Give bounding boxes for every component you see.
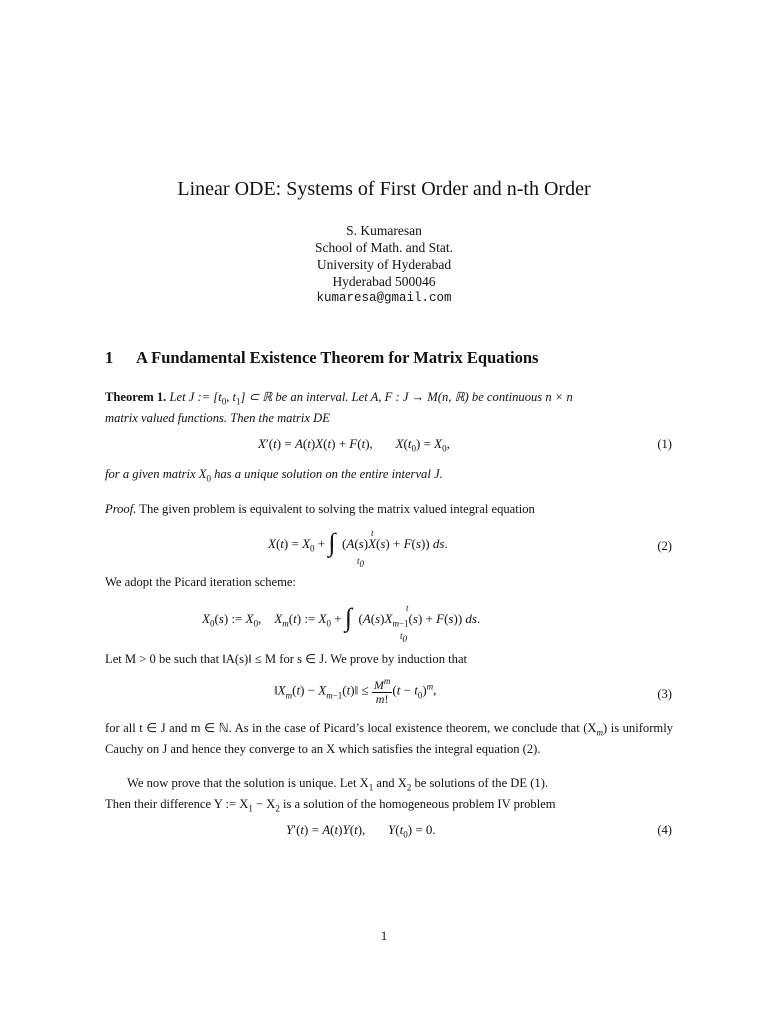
author-city: Hyderabad 500046	[332, 274, 436, 289]
author-dept: School of Math. and Stat.	[315, 240, 453, 255]
equation-2-number: (2)	[657, 539, 672, 553]
section-number: 1	[105, 348, 114, 367]
author-name: S. Kumaresan	[346, 223, 422, 238]
paper-title: Linear ODE: Systems of First Order and n-th Order	[177, 178, 591, 200]
author-university: University of Hyderabad	[316, 257, 452, 272]
equation-3-number: (3)	[657, 687, 672, 701]
section-heading	[105, 348, 538, 368]
theorem-label: Theorem 1.	[105, 390, 167, 404]
equation-2: $X(t) = X_0$ + ∫ (A(s)X(s) + F(s)) ds. t $t_0$	[268, 528, 448, 569]
equation-1-number: (1)	[657, 437, 672, 451]
author-block	[0, 222, 768, 307]
convergence-paragraph: for all t ∈ J and m ∈ ℕ. As in the case of Picard’s local existence theorem, we conclude that $(X_m)$ is uniformly Cauchy on J and hence they converge to an X which satisfies the integral equation (2).	[105, 721, 673, 756]
page-number: 1	[380, 929, 388, 943]
theorem-statement: Theorem 1. Let J := [$t_0$, $t_1$] ⊂ ℝ be an interval. Let A, F : J → M(n, ℝ) be continuous n × n matrix valued functions. Then the matrix DE	[105, 390, 573, 425]
let-m-statement: Let M > 0 be such that ‖A(s)‖ ≤ M for s ∈ J. We prove by induction that	[105, 652, 468, 666]
equation-4-number: (4)	[657, 823, 672, 837]
proof-intro: Proof. The given problem is equivalent to solving the matrix valued integral equation	[105, 502, 535, 516]
equation-1: X′(t) = A(t)X(t) + F(t), $X(t_0) = X_0$,	[258, 436, 450, 454]
uniqueness-paragraph: We now prove that the solution is unique. Let $X_1$ and $X_2$ be solutions of the DE (1). Then their difference Y := $X_1 - X_2$ is a solution of the homogeneous problem IV problem	[105, 776, 556, 814]
proof-label: Proof.	[105, 502, 137, 516]
theorem-text-a: Let J := [t	[169, 390, 222, 404]
theorem-conclusion: for a given matrix $X_0$ has a unique solution on the entire interval J.	[105, 467, 443, 484]
theorem-text-line2: matrix valued functions. Then the matrix DE	[105, 410, 330, 425]
author-email[interactable]: kumaresa@gmail.com	[316, 291, 452, 305]
picard-intro: We adopt the Picard iteration scheme:	[105, 575, 296, 589]
picard-iteration-equation: $X_0(s)$ := $X_0$, $X_m(t)$ := $X_0$ + ∫ $(A(s)X_{m-1}(s) + F(s))$ ds. t $t_0$	[202, 603, 481, 644]
equation-4: Y′(t) = A(t)Y(t), $Y(t_0) = 0$.	[286, 822, 436, 840]
equation-3: $‖X_m(t)$ − $X_{m-1}(t)‖$ ≤ $\frac{M^m}{m!}$ $(t - t_0)^m$,	[274, 676, 437, 707]
section-title: A Fundamental Existence Theorem for Matrix Equations	[136, 348, 539, 367]
